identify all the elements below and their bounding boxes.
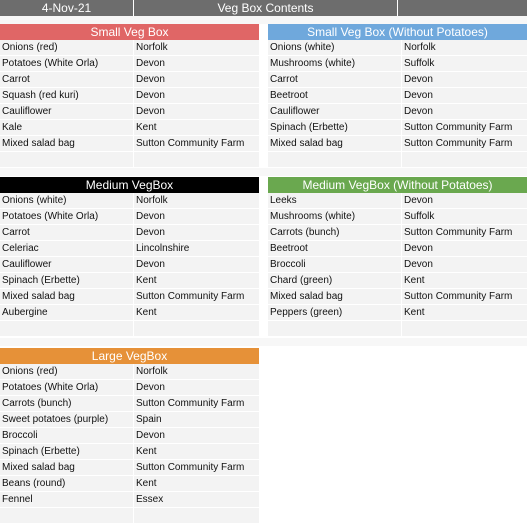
item-cell[interactable]: Fennel <box>0 492 134 507</box>
empty-header-cell[interactable] <box>398 0 527 16</box>
table-row <box>0 72 259 88</box>
item-cell[interactable]: Sweet potatoes (purple) <box>0 412 134 427</box>
spacer-row <box>0 16 527 24</box>
item-cell[interactable]: Mixed salad bag <box>268 136 402 151</box>
table-row <box>268 321 527 337</box>
table-row <box>0 257 259 273</box>
item-cell[interactable]: Cauliflower <box>0 257 134 272</box>
item-cell[interactable]: Beetroot <box>268 88 402 103</box>
item-cell[interactable]: Mixed salad bag <box>268 289 402 304</box>
medium-vegbox-no-potatoes-table <box>268 177 527 337</box>
origin-cell[interactable]: Devon <box>136 90 165 101</box>
table-row <box>0 104 259 120</box>
origin-cell[interactable]: Kent <box>404 275 425 286</box>
table-row <box>0 56 259 72</box>
origin-cell[interactable]: Devon <box>136 430 165 441</box>
table-row <box>0 380 259 396</box>
origin-cell[interactable]: Norfolk <box>136 195 168 206</box>
origin-cell[interactable] <box>402 321 527 336</box>
medium-vegbox-no-potatoes-title[interactable]: Medium VegBox (Without Potatoes) <box>268 177 527 193</box>
sheet-title-cell[interactable]: Veg Box Contents <box>134 0 398 16</box>
origin-cell[interactable]: Sutton Community Farm <box>404 227 513 238</box>
origin-cell[interactable]: Sutton Community Farm <box>136 462 245 473</box>
origin-cell[interactable] <box>134 152 259 167</box>
table-row <box>268 193 527 209</box>
origin-cell[interactable]: Kent <box>136 446 157 457</box>
table-row <box>0 136 259 152</box>
origin-cell[interactable]: Essex <box>136 494 164 505</box>
origin-cell[interactable]: Devon <box>136 106 165 117</box>
origin-cell[interactable]: Devon <box>136 227 165 238</box>
item-cell[interactable]: Mushrooms (white) <box>268 209 402 224</box>
table-row <box>0 321 259 337</box>
table-row <box>268 289 527 305</box>
table-row <box>0 193 259 209</box>
origin-cell[interactable]: Devon <box>404 243 433 254</box>
item-cell[interactable]: Chard (green) <box>268 273 402 288</box>
table-row <box>0 428 259 444</box>
item-cell[interactable]: Carrot <box>0 225 134 240</box>
item-cell[interactable]: Spinach (Erbette) <box>0 273 134 288</box>
origin-cell[interactable]: Devon <box>404 90 433 101</box>
origin-cell[interactable]: Kent <box>136 122 157 133</box>
item-cell[interactable]: Carrots (bunch) <box>268 225 402 240</box>
small-veg-box-no-potatoes-table <box>268 24 527 168</box>
item-cell[interactable]: Onions (red) <box>0 364 134 379</box>
origin-cell[interactable]: Devon <box>136 382 165 393</box>
item-cell[interactable]: Mushrooms (white) <box>268 56 402 71</box>
date-cell[interactable]: 4-Nov-21 <box>0 0 134 16</box>
item-cell[interactable]: Spinach (Erbette) <box>268 120 402 135</box>
item-cell[interactable] <box>268 152 402 167</box>
origin-cell[interactable]: Sutton Community Farm <box>404 122 513 133</box>
origin-cell[interactable]: Norfolk <box>136 42 168 53</box>
item-cell[interactable] <box>0 321 134 336</box>
item-cell[interactable]: Mixed salad bag <box>0 289 134 304</box>
item-cell[interactable]: Peppers (green) <box>268 305 402 320</box>
origin-cell[interactable]: Suffolk <box>404 58 435 69</box>
table-row <box>268 152 527 168</box>
table-row <box>0 305 259 321</box>
table-row <box>268 136 527 152</box>
item-cell[interactable] <box>0 152 134 167</box>
origin-cell[interactable]: Sutton Community Farm <box>404 291 513 302</box>
item-cell[interactable]: Carrots (bunch) <box>0 396 134 411</box>
table-row <box>0 88 259 104</box>
table-row <box>0 492 259 508</box>
item-cell[interactable] <box>268 321 402 336</box>
table-row <box>0 225 259 241</box>
sheet-header-bar <box>0 0 527 16</box>
item-cell[interactable]: Spinach (Erbette) <box>0 444 134 459</box>
table-row <box>268 241 527 257</box>
item-cell[interactable]: Beans (round) <box>0 476 134 491</box>
origin-cell[interactable]: Sutton Community Farm <box>136 138 245 149</box>
medium-vegbox-table <box>0 177 259 337</box>
origin-cell[interactable]: Devon <box>404 106 433 117</box>
origin-cell[interactable]: Devon <box>136 211 165 222</box>
origin-cell[interactable]: Kent <box>136 478 157 489</box>
item-cell[interactable]: Beetroot <box>268 241 402 256</box>
large-vegbox-title[interactable]: Large VegBox <box>0 348 259 364</box>
large-vegbox-table <box>0 348 259 524</box>
origin-cell[interactable]: Devon <box>136 74 165 85</box>
origin-cell[interactable]: Devon <box>404 74 433 85</box>
table-row <box>0 40 259 56</box>
table-row <box>0 364 259 380</box>
origin-cell[interactable] <box>134 321 259 336</box>
table-row <box>268 209 527 225</box>
table-row <box>268 72 527 88</box>
origin-cell[interactable]: Suffolk <box>404 211 435 222</box>
item-cell[interactable]: Potatoes (White Orla) <box>0 380 134 395</box>
origin-cell[interactable]: Spain <box>136 414 162 425</box>
origin-cell[interactable]: Sutton Community Farm <box>136 398 245 409</box>
item-cell[interactable]: Broccoli <box>268 257 402 272</box>
table-row <box>268 273 527 289</box>
item-cell[interactable]: Cauliflower <box>268 104 402 119</box>
table-row <box>268 40 527 56</box>
table-row <box>0 152 259 168</box>
origin-cell[interactable]: Kent <box>136 275 157 286</box>
spacer-row <box>0 338 527 346</box>
item-cell[interactable]: Squash (red kuri) <box>0 88 134 103</box>
item-cell[interactable]: Kale <box>0 120 134 135</box>
origin-cell[interactable]: Devon <box>136 58 165 69</box>
small-veg-box-table <box>0 24 259 168</box>
item-cell[interactable]: Carrot <box>0 72 134 87</box>
table-row <box>268 257 527 273</box>
item-cell[interactable]: Leeks <box>268 193 402 208</box>
origin-cell[interactable]: Sutton Community Farm <box>136 291 245 302</box>
origin-cell[interactable]: Devon <box>404 195 433 206</box>
item-cell[interactable]: Onions (white) <box>0 193 134 208</box>
origin-cell[interactable]: Kent <box>136 307 157 318</box>
item-cell[interactable]: Broccoli <box>0 428 134 443</box>
item-cell[interactable]: Potatoes (White Orla) <box>0 56 134 71</box>
item-cell[interactable]: Cauliflower <box>0 104 134 119</box>
item-cell[interactable]: Onions (red) <box>0 40 134 55</box>
table-row <box>0 209 259 225</box>
item-cell[interactable]: Onions (white) <box>268 40 402 55</box>
table-row <box>0 460 259 476</box>
item-cell[interactable]: Celeriac <box>0 241 134 256</box>
table-row <box>0 412 259 428</box>
origin-cell[interactable]: Devon <box>404 259 433 270</box>
item-cell[interactable]: Mixed salad bag <box>0 460 134 475</box>
origin-cell[interactable]: Norfolk <box>404 42 436 53</box>
origin-cell[interactable]: Lincolnshire <box>136 243 190 254</box>
table-row <box>268 88 527 104</box>
table-row <box>0 120 259 136</box>
table-row <box>0 241 259 257</box>
table-row <box>0 508 259 524</box>
table-row <box>0 289 259 305</box>
item-cell[interactable]: Carrot <box>268 72 402 87</box>
medium-vegbox-title[interactable]: Medium VegBox <box>0 177 259 193</box>
table-row <box>0 273 259 289</box>
table-row <box>268 120 527 136</box>
small-veg-box-no-potatoes-title[interactable]: Small Veg Box (Without Potatoes) <box>268 24 527 40</box>
origin-cell[interactable] <box>402 152 527 167</box>
spacer-row <box>0 168 527 176</box>
table-row <box>268 104 527 120</box>
table-row <box>268 225 527 241</box>
origin-cell[interactable]: Norfolk <box>136 366 168 377</box>
table-row <box>0 476 259 492</box>
origin-cell[interactable]: Sutton Community Farm <box>404 138 513 149</box>
table-row <box>268 56 527 72</box>
table-row <box>0 396 259 412</box>
origin-cell[interactable]: Kent <box>404 307 425 318</box>
item-cell[interactable]: Mixed salad bag <box>0 136 134 151</box>
table-row <box>0 444 259 460</box>
item-cell[interactable]: Aubergine <box>0 305 134 320</box>
origin-cell[interactable]: Devon <box>136 259 165 270</box>
table-row <box>268 305 527 321</box>
item-cell[interactable]: Potatoes (White Orla) <box>0 209 134 224</box>
small-veg-box-title[interactable]: Small Veg Box <box>0 24 259 40</box>
